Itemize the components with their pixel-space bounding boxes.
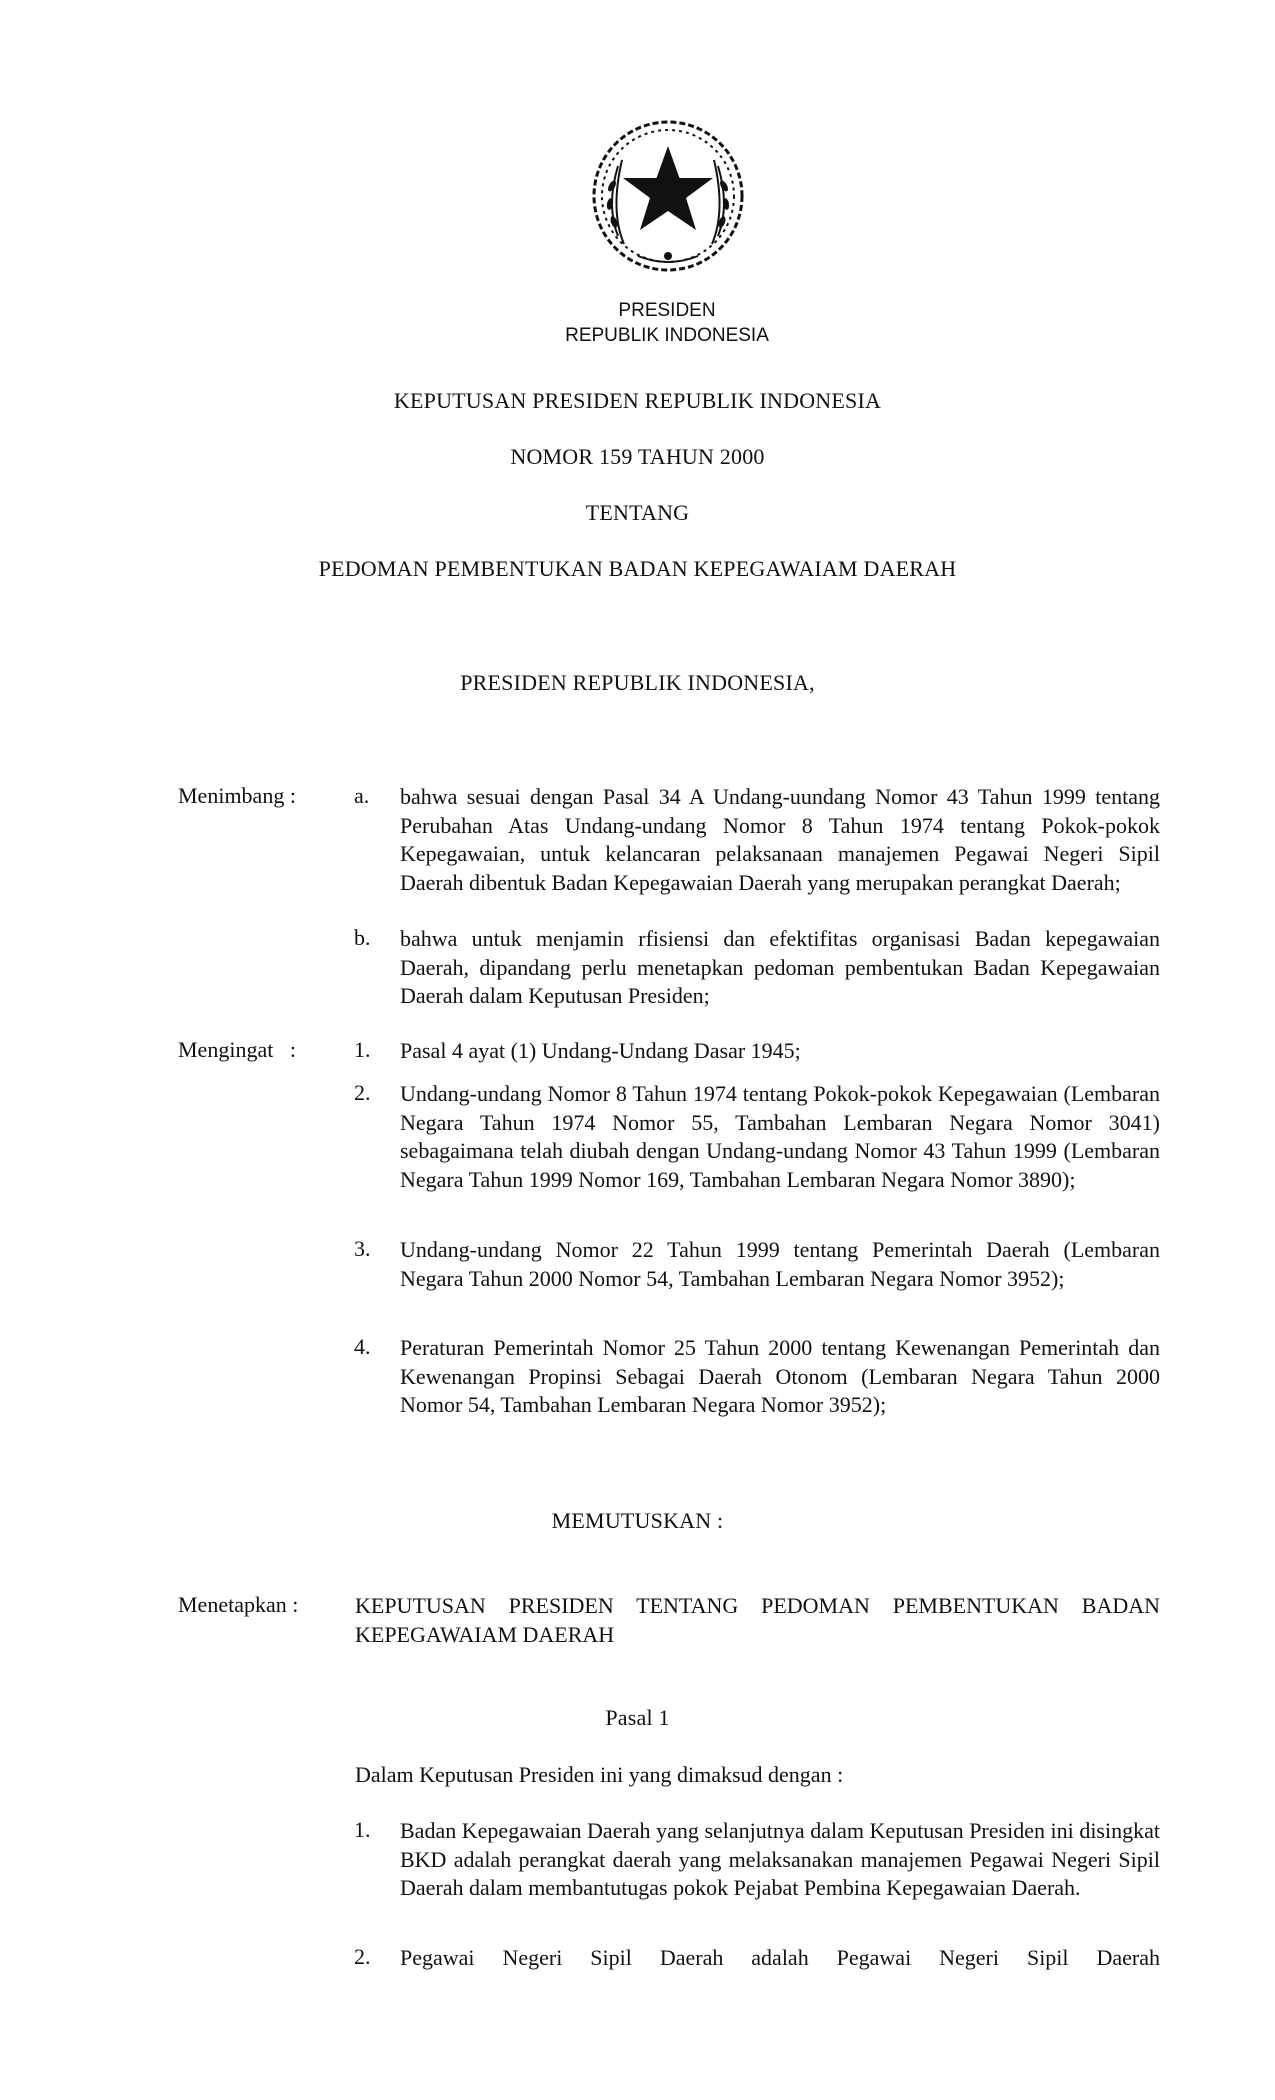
mengingat-marker-4: 4.: [354, 1334, 371, 1359]
pasal-1-marker-2: 2.: [354, 1944, 371, 1969]
pasal-1-item-2: Pegawai Negeri Sipil Daerah adalah Pegawai Negeri Sipil Daerah: [400, 1945, 1160, 1970]
mengingat-item-4: Peraturan Pemerintah Nomor 25 Tahun 2000 tentang Kewenangan Pemerintah dan Kewenangan Propinsi Sebagai Daerah Otonom (Lembaran Negara Tahun 2000 Nomor 54, Tambahan Lembaran Negara Nomor 3952);: [400, 1335, 1160, 1417]
pasal-1-marker-1: 1.: [354, 1817, 371, 1842]
office-line-2: REPUBLIK INDONESIA: [565, 325, 769, 346]
office-line-1: PRESIDEN: [618, 300, 716, 321]
menetapkan-label: Menetapkan :: [178, 1592, 299, 1617]
menimbang-marker-a: a.: [354, 783, 370, 808]
menetapkan-text: KEPUTUSAN PRESIDEN TENTANG PEDOMAN PEMBENTUKAN BADAN KEPEGAWAIAM DAERAH: [355, 1593, 1160, 1647]
decree-number: NOMOR 159 TAHUN 2000: [510, 444, 765, 469]
mengingat-marker-3: 3.: [354, 1236, 371, 1261]
mengingat-item-1: Pasal 4 ayat (1) Undang-Undang Dasar 1945;: [400, 1038, 801, 1063]
memutuskan-heading: MEMUTUSKAN :: [551, 1508, 724, 1533]
menimbang-marker-b: b.: [354, 925, 371, 950]
office-title: [467, 298, 867, 348]
decree-title: KEPUTUSAN PRESIDEN REPUBLIK INDONESIA: [393, 388, 882, 413]
menimbang-item-a: bahwa sesuai dengan Pasal 34 A Undang-uundang Nomor 43 Tahun 1999 tentang Perubahan Atas Undang-undang Nomor 8 Tahun 1974 tentang Pokok-pokok Kepegawaian, untuk kelancaran pelaksanaan manajemen Pegawai Negeri Sipil Daerah dibentuk Badan Kepegawaian Daerah yang merupakan perangkat Daerah;: [400, 784, 1160, 895]
pasal-1-intro: Dalam Keputusan Presiden ini yang dimaksud dengan :: [355, 1762, 844, 1787]
issuer-line: PRESIDEN REPUBLIK INDONESIA,: [460, 670, 815, 695]
pasal-1-item-1: Badan Kepegawaian Daerah yang selanjutnya dalam Keputusan Presiden ini disingkat BKD adalah perangkat daerah yang melaksanakan manajemen Pegawai Negeri Sipil Daerah dalam membantutugas pokok Pejabat Pembina Kepegawaian Daerah.: [400, 1818, 1160, 1900]
mengingat-item-3: Undang-undang Nomor 22 Tahun 1999 tentang Pemerintah Daerah (Lembaran Negara Tahun 2000 Nomor 54, Tambahan Lembaran Negara Nomor 3952);: [400, 1237, 1160, 1291]
about-heading: TENTANG: [585, 500, 690, 525]
decree-subject: PEDOMAN PEMBENTUKAN BADAN KEPEGAWAIAM DAERAH: [318, 556, 957, 581]
mengingat-marker-2: 2.: [354, 1080, 371, 1105]
pasal-1-heading: Pasal 1: [605, 1705, 670, 1730]
mengingat-label: Mengingat :: [178, 1037, 296, 1062]
mengingat-marker-1: 1.: [354, 1037, 371, 1062]
menimbang-label: Menimbang :: [178, 783, 296, 808]
mengingat-item-2: Undang-undang Nomor 8 Tahun 1974 tentang Pokok-pokok Kepegawaian (Lembaran Negara Tahun 1974 Nomor 55, Tambahan Lembaran Negara Nomor 3041) sebagaimana telah diubah dengan Undang-undang Nomor 43 Tahun 1999 (Lembaran Negara Tahun 1999 Nomor 169, Tambahan Lembaran Negara Nomor 3890);: [400, 1081, 1160, 1192]
garuda-star-emblem-icon: [588, 116, 748, 276]
menimbang-item-b: bahwa untuk menjamin rfisiensi dan efektifitas organisasi Badan kepegawaian Daerah, dipandang perlu menetapkan pedoman pembentukan Badan Kepegawaian Daerah dalam Keputusan Presiden;: [400, 926, 1160, 1008]
